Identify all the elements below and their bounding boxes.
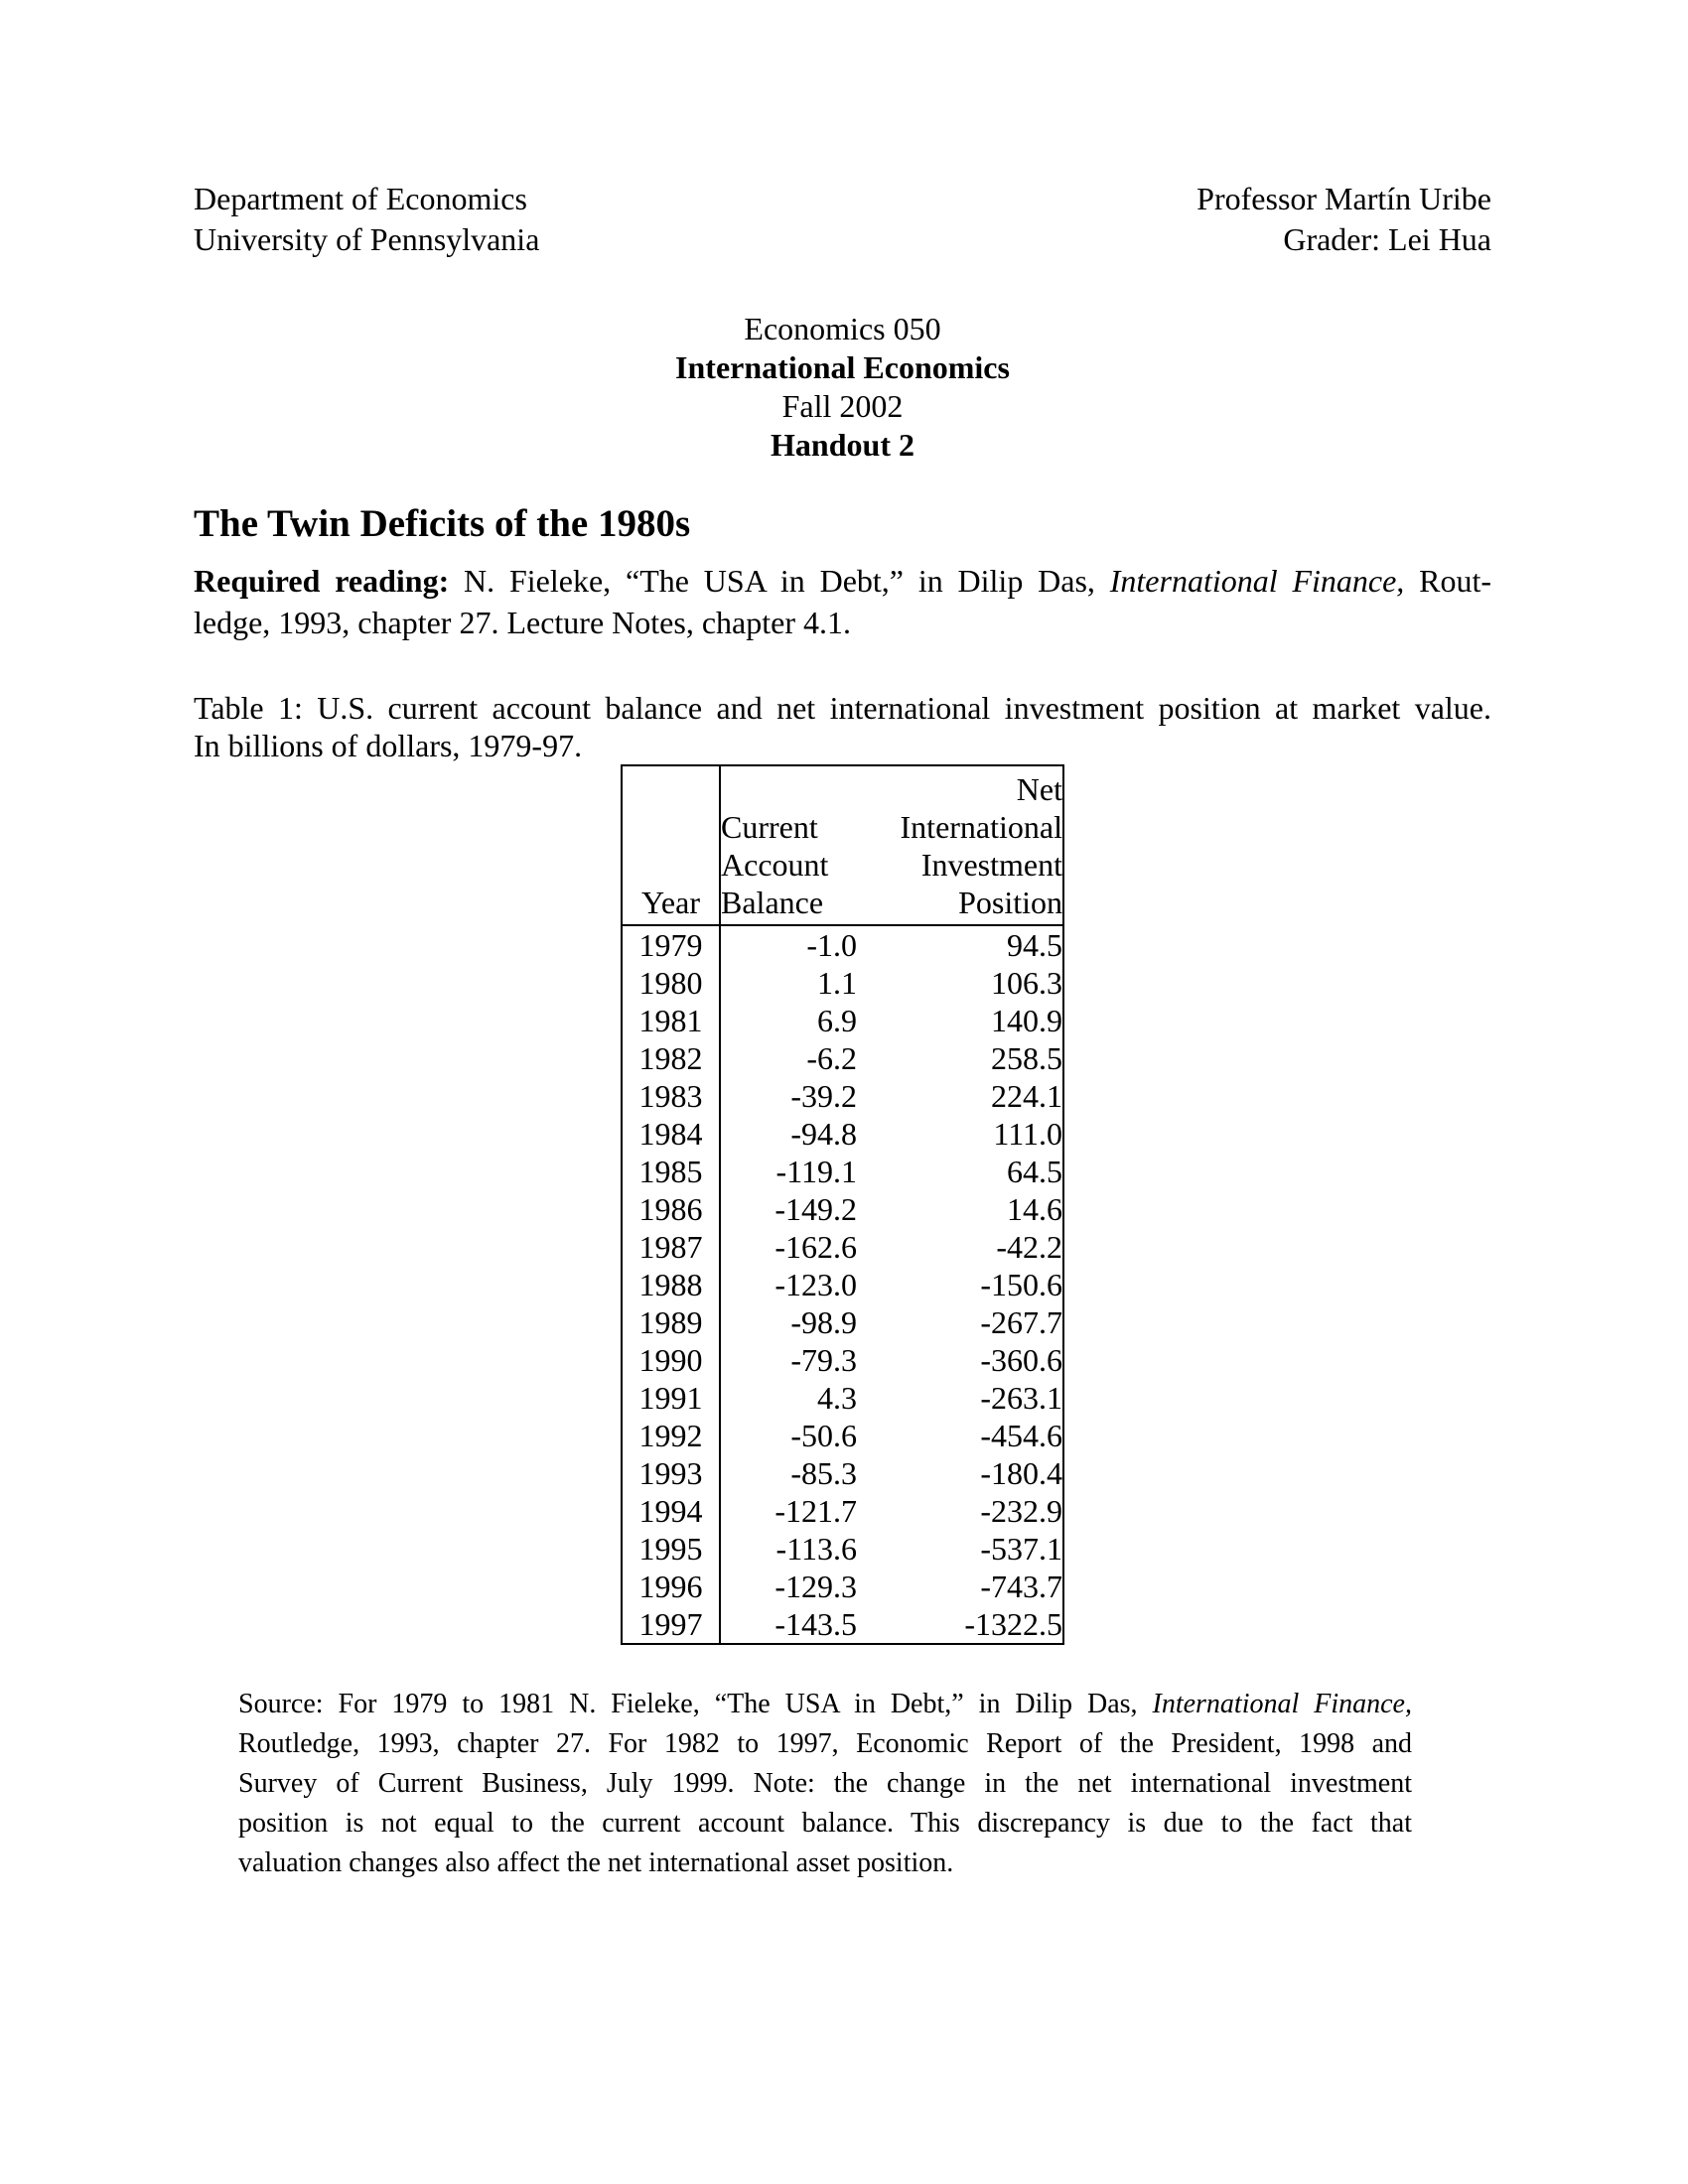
year-cell: 1995 (622, 1530, 720, 1568)
current-account-cell: 1.1 (817, 965, 857, 1001)
investment-position-cell: -360.6 (980, 1342, 1062, 1378)
table-caption-line1: Table 1: U.S. current account balance and net international investment position at market value. (194, 690, 1491, 726)
table-row (622, 1077, 1063, 1115)
current-account-cell: -123.0 (774, 1267, 857, 1302)
current-account-cell: -94.8 (790, 1116, 857, 1152)
year-cell: 1991 (622, 1379, 720, 1417)
current-account-cell: -162.6 (774, 1229, 857, 1265)
book-title-italic: International Finance, (1152, 1689, 1412, 1719)
current-account-column-header (720, 765, 857, 925)
table-row (622, 1341, 1063, 1379)
current-account-cell: -6.2 (806, 1040, 857, 1076)
year-cell: 1981 (622, 1002, 720, 1039)
investment-position-cell: -150.6 (980, 1267, 1062, 1302)
current-account-cell: -113.6 (775, 1531, 857, 1567)
investment-position-cell: 94.5 (1007, 927, 1062, 963)
year-cell: 1997 (622, 1605, 720, 1644)
investment-position-cell: -1322.5 (964, 1606, 1062, 1642)
year-cell: 1988 (622, 1266, 720, 1303)
year-cell: 1993 (622, 1454, 720, 1492)
header-line: Position (958, 885, 1062, 920)
source-line4: position is not equal to the current account balance. This discrepancy is due to the fact that (238, 1808, 1412, 1839)
header-line: Current (721, 809, 818, 845)
table-row (622, 1190, 1063, 1228)
investment-position-cell: -537.1 (980, 1531, 1062, 1567)
source-line1 (238, 1685, 1412, 1724)
current-account-cell: -121.7 (774, 1493, 857, 1529)
year-cell: 1996 (622, 1568, 720, 1605)
year-cell: 1983 (622, 1077, 720, 1115)
required-reading-paragraph (194, 560, 1491, 643)
table-body (622, 925, 1063, 1644)
course-heading (194, 310, 1491, 465)
header-line: Investment (920, 847, 1062, 883)
investment-position-cell: -232.9 (980, 1493, 1062, 1529)
year-cell: 1982 (622, 1039, 720, 1077)
investment-position-cell: 111.0 (993, 1116, 1062, 1152)
current-account-cell: -39.2 (790, 1078, 857, 1114)
year-cell: 1980 (622, 964, 720, 1002)
table-row (622, 925, 1063, 964)
document-page (194, 0, 1491, 1883)
professor-line: Professor Martín Uribe (1196, 181, 1491, 216)
investment-position-cell: 106.3 (991, 965, 1062, 1001)
course-term: Fall 2002 (781, 388, 904, 424)
table-caption-line2: In billions of dollars, 1979-97. (194, 728, 583, 763)
table-row (622, 1530, 1063, 1568)
year-cell: 1979 (622, 925, 720, 964)
year-cell: 1994 (622, 1492, 720, 1530)
book-title-italic: International Finance, (1109, 563, 1405, 599)
source-line2: Routledge, 1993, chapter 27. For 1982 to 1997, Economic Report of the President, 1998 and (238, 1728, 1412, 1759)
current-account-cell: -119.1 (775, 1154, 857, 1189)
current-account-cell: -85.3 (790, 1455, 857, 1491)
letterhead-left (194, 179, 539, 260)
table-row (622, 1605, 1063, 1644)
current-account-cell: -1.0 (806, 927, 857, 963)
investment-position-cell: -42.2 (996, 1229, 1062, 1265)
data-table (621, 764, 1064, 1645)
year-column-header: Year (622, 765, 720, 925)
table-row (622, 1039, 1063, 1077)
investment-position-cell: -743.7 (980, 1569, 1062, 1604)
letterhead (194, 179, 1491, 260)
current-account-cell: -149.2 (774, 1191, 857, 1227)
table-caption (194, 689, 1491, 764)
header-line: Net (1016, 771, 1062, 807)
table-row (622, 1002, 1063, 1039)
current-account-cell: -143.5 (774, 1606, 857, 1642)
table-row (622, 964, 1063, 1002)
table-row (622, 1379, 1063, 1417)
university-line: University of Pennsylvania (194, 221, 540, 257)
table-header (622, 765, 1063, 925)
source-line5: valuation changes also affect the net international asset position. (238, 1847, 954, 1878)
letterhead-right (1196, 179, 1491, 260)
required-reading-label: Required reading: (194, 563, 450, 599)
table-row (622, 1228, 1063, 1266)
year-cell: 1990 (622, 1341, 720, 1379)
current-account-cell: -129.3 (774, 1569, 857, 1604)
investment-position-cell: 140.9 (991, 1003, 1062, 1038)
current-account-cell: -98.9 (790, 1304, 857, 1340)
required-reading-line2: ledge, 1993, chapter 27. Lecture Notes, chapter 4.1. (194, 605, 851, 640)
course-title: International Economics (675, 349, 1010, 385)
source-text: Source: For 1979 to 1981 N. Fieleke, “The USA in Debt,” in Dilip Das, (238, 1689, 1153, 1719)
investment-position-column-header (857, 765, 1063, 925)
table-row (622, 1115, 1063, 1153)
table-header-row (622, 765, 1063, 925)
investment-position-cell: -263.1 (980, 1380, 1062, 1416)
year-cell: 1986 (622, 1190, 720, 1228)
table-row (622, 1266, 1063, 1303)
grader-line: Grader: Lei Hua (1283, 221, 1491, 257)
table-row (622, 1454, 1063, 1492)
header-line: Balance (721, 885, 824, 920)
investment-position-cell: 224.1 (991, 1078, 1062, 1114)
current-account-cell: 4.3 (817, 1380, 857, 1416)
table-row (622, 1303, 1063, 1341)
section-title: The Twin Deficits of the 1980s (194, 502, 691, 545)
required-reading-text: N. Fieleke, “The USA in Debt,” in Dilip Das, (449, 563, 1110, 599)
header-line: Account (721, 847, 829, 883)
source-line3: Survey of Current Business, July 1999. Note: the change in the net international investment (238, 1768, 1412, 1799)
year-cell: 1989 (622, 1303, 720, 1341)
table-row (622, 1568, 1063, 1605)
required-reading-hyphen: Rout- (1404, 563, 1491, 599)
department-line: Department of Economics (194, 181, 527, 216)
table-row (622, 1492, 1063, 1530)
handout-title: Handout 2 (771, 427, 914, 463)
year-cell: 1985 (622, 1153, 720, 1190)
required-reading-line1 (194, 560, 1491, 602)
current-account-cell: -50.6 (790, 1418, 857, 1453)
investment-position-cell: 64.5 (1007, 1154, 1062, 1189)
investment-position-cell: 14.6 (1007, 1191, 1062, 1227)
investment-position-cell: -267.7 (980, 1304, 1062, 1340)
year-cell: 1992 (622, 1417, 720, 1454)
table-row (622, 1417, 1063, 1454)
year-cell: 1984 (622, 1115, 720, 1153)
header-line: International (900, 809, 1062, 845)
investment-position-cell: -180.4 (980, 1455, 1062, 1491)
course-number: Economics 050 (744, 311, 941, 346)
year-cell: 1987 (622, 1228, 720, 1266)
investment-position-cell: -454.6 (980, 1418, 1062, 1453)
table-row (622, 1153, 1063, 1190)
source-note (238, 1685, 1412, 1883)
investment-position-cell: 258.5 (991, 1040, 1062, 1076)
current-account-cell: -79.3 (790, 1342, 857, 1378)
current-account-cell: 6.9 (817, 1003, 857, 1038)
